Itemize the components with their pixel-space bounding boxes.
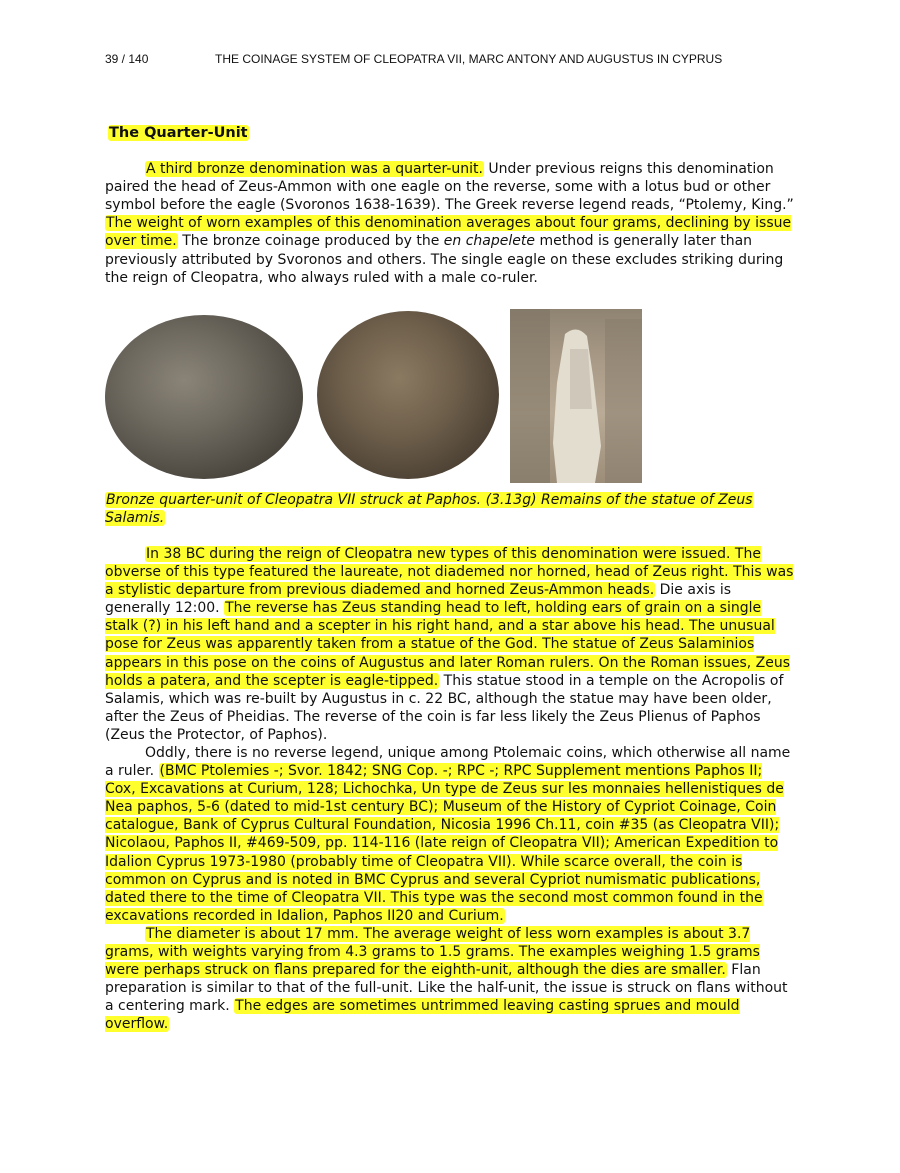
running-title: THE COINAGE SYSTEM OF CLEOPATRA VII, MARC ANTONY AND AUGUSTUS IN CYPRUS xyxy=(215,52,723,66)
paragraph-3 xyxy=(105,744,795,925)
text: This statue stood in a temple on the Acropolis of Salamis, which was re-built by Augustus in c. 22 BC, although the statue may have been older, after the Zeus of Pheidias. The reverse of the coin is far less likely the Zeus Plienus of Paphos (Zeus the Protector, of Paphos). xyxy=(105,672,784,743)
statue-figure-icon xyxy=(510,309,642,483)
highlight: The edges are sometimes untrimmed leaving casting sprues and mould overflow. xyxy=(105,998,740,1033)
text: Flan preparation is similar to that of the full-unit. Like the half-unit, the issue is struck on flans without a centering mark. xyxy=(105,962,788,1015)
text: Die axis is generally 12:00. xyxy=(105,582,732,617)
text: The bronze coinage produced by the xyxy=(177,233,444,250)
highlight: A third bronze denomination was a quarter-unit. xyxy=(146,161,483,178)
highlight: The diameter is about 17 mm. The average weight of less worn examples is about 3.7 grams, with weights varying from 4.3 grams to 1.5 grams. The examples weighing 1.5 grams were perhaps struck on flans prepared for the eighth-unit, although the dies are smaller. xyxy=(105,925,760,979)
highlight: (BMC Ptolemies -; Svor. 1842; SNG Cop. -; RPC -; RPC Supplement mentions Paphos II; Cox, Excavations at Curium, 128; Lichochka, Un type de Zeus sur les monnaies hellenistiques de Nea paphos, 5-6 (dated to mid-1st century BC); Museum of the History of Cypriot Coinage, Coin catalogue, Bank of Cyprus Cultural Foundation, Nicosia 1996 Ch.11, coin #35 (as Cleopatra VII); Nicolaou, Paphos II, #469-509, pp. 114-116 (late reign of Cleopatra VII); American Expedition to Idalion Cyprus 1973-1980 (probably time of Cleopatra VII). While scarce overall, the coin is common on Cyprus and is noted in BMC Cyprus and several Cypriot numismatic publications, dated there to the time of Cleopatra VII. This type was the second most common found in the excavations recorded in Idalion, Paphos II20 and Curium. xyxy=(105,763,784,924)
page-number: 39 / 140 xyxy=(105,52,149,66)
emphasis-text: en chapelete xyxy=(443,233,535,250)
section-title-highlight: The Quarter-Unit xyxy=(109,125,248,141)
text: method is generally later than previously attributed by Svoronos and others. The single eagle on these excludes striking during the reign of Cleopatra, who always ruled with a male co-ruler. xyxy=(105,233,784,286)
page-header xyxy=(105,52,805,66)
coin-obverse-image xyxy=(105,315,303,479)
paragraph-2 xyxy=(105,545,795,744)
paragraph-4 xyxy=(105,925,795,1034)
text: Oddly, there is no reverse legend, unique among Ptolemaic coins, which otherwise all name a ruler. xyxy=(105,744,791,780)
section-title xyxy=(108,124,795,142)
caption-highlight: Bronze quarter-unit of Cleopatra VII struck at Paphos. (3.13g) Remains of the statue of Zeus Salamis. xyxy=(105,491,753,526)
highlight: In 38 BC during the reign of Cleopatra new types of this denomination were issued. The obverse of this type featured the laureate, not diademed nor horned, head of Zeus right. This was a stylistic departure from previous diademed and horned Zeus-Ammon heads. xyxy=(105,545,794,599)
highlight: The reverse has Zeus standing head to left, holding ears of grain on a single stalk (?) in his left hand and a scepter in his right hand, and a star above his head. The unusual pose for Zeus was apparently taken from a statue of the God. The statue of Zeus Salaminios appears in this pose on the coins of Augustus and later Roman rulers. On the Roman issues, Zeus holds a patera, and the scepter is eagle-tipped. xyxy=(105,600,791,689)
figure-caption xyxy=(105,491,795,527)
coin-reverse-image xyxy=(317,311,499,479)
highlight: The weight of worn examples of this denomination averages about four grams, declining by issue over time. xyxy=(105,215,792,250)
paragraph-1 xyxy=(105,160,795,287)
statue-photo xyxy=(510,309,642,483)
text: Under previous reigns this denomination paired the head of Zeus-Ammon with one eagle on the reverse, some with a lotus bud or other symbol before the eagle (Svoronos 1638-1639). The Greek reverse legend reads, “Ptolemy, King.” xyxy=(105,161,794,214)
figure-images xyxy=(105,309,795,485)
document-body xyxy=(105,124,795,1033)
